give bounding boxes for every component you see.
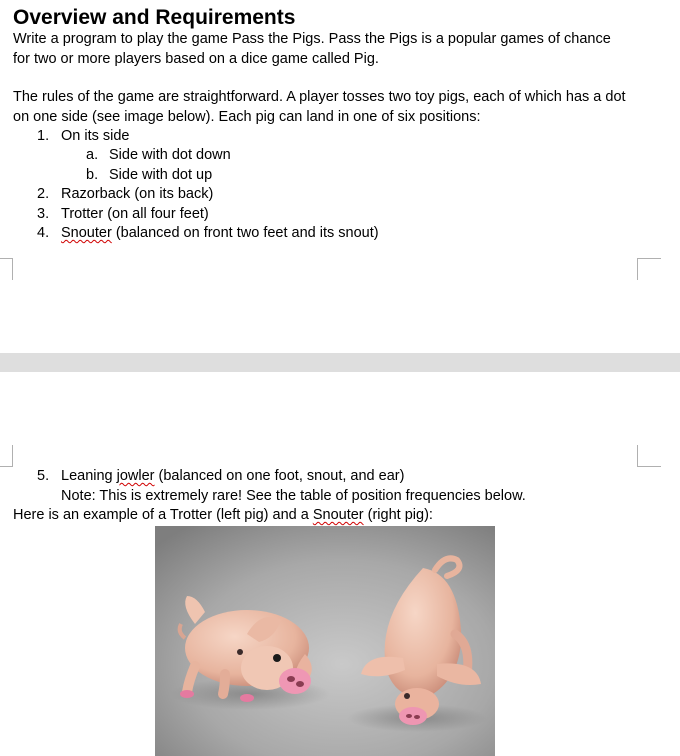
margin-corner-mark xyxy=(12,258,13,280)
margin-corner-mark xyxy=(12,445,13,467)
rules-paragraph[interactable] xyxy=(13,88,626,127)
intro-line-2: for two or more players based on a dice game called Pig. xyxy=(13,50,379,67)
page-break-gap xyxy=(0,353,680,372)
margin-corner-mark xyxy=(637,258,638,280)
spellcheck-word[interactable]: Snouter xyxy=(61,225,112,241)
list-item[interactable]: On its side xyxy=(61,128,130,144)
spellcheck-word[interactable]: Snouter xyxy=(312,507,364,523)
sublist-letter: a. xyxy=(86,147,99,163)
rules-line-1: The rules of the game are straightforward. A player tosses two toy pigs, each of which has a dot xyxy=(13,89,626,105)
list-number: 4. xyxy=(37,225,50,241)
section-heading[interactable]: Overview and Requirements xyxy=(13,6,296,29)
sublist-item[interactable]: Side with dot down xyxy=(109,147,231,163)
list-item-text: (balanced on front two feet and its snout) xyxy=(111,225,379,241)
list-number: 3. xyxy=(37,206,50,222)
sublist-letter: b. xyxy=(86,167,99,183)
list-item[interactable] xyxy=(61,467,404,487)
caption-text: Here is an example of a Trotter (left pig) and a xyxy=(13,507,313,523)
intro-line-1: Write a program to play the game Pass the Pigs. Pass the Pigs is a popular games of chance xyxy=(13,31,611,47)
list-item[interactable]: Razorback (on its back) xyxy=(61,186,214,202)
sublist-item[interactable]: Side with dot up xyxy=(109,167,213,183)
margin-corner-mark xyxy=(637,258,661,259)
list-number: 1. xyxy=(37,128,50,144)
rules-line-2: on one side (see image below). Each pig can land in one of six positions: xyxy=(13,108,481,125)
intro-paragraph[interactable] xyxy=(13,30,611,69)
list-number: 2. xyxy=(37,186,50,202)
spellcheck-word[interactable]: jowler xyxy=(116,468,155,484)
list-item[interactable] xyxy=(61,224,379,244)
list-number: 5. xyxy=(37,468,50,484)
pigs-photo-graphic xyxy=(155,526,495,756)
caption-text: (right pig): xyxy=(363,507,433,523)
list-item[interactable]: Trotter (on all four feet) xyxy=(61,206,209,222)
margin-corner-mark xyxy=(637,445,638,467)
list-item-text: (balanced on one foot, snout, and ear) xyxy=(154,468,405,484)
pigs-photo[interactable] xyxy=(155,526,495,756)
note-text[interactable]: Note: This is extremely rare! See the table of position frequencies below. xyxy=(61,488,526,504)
list-item-text: Leaning xyxy=(61,468,117,484)
example-caption[interactable] xyxy=(13,506,433,526)
margin-corner-mark xyxy=(637,466,661,467)
